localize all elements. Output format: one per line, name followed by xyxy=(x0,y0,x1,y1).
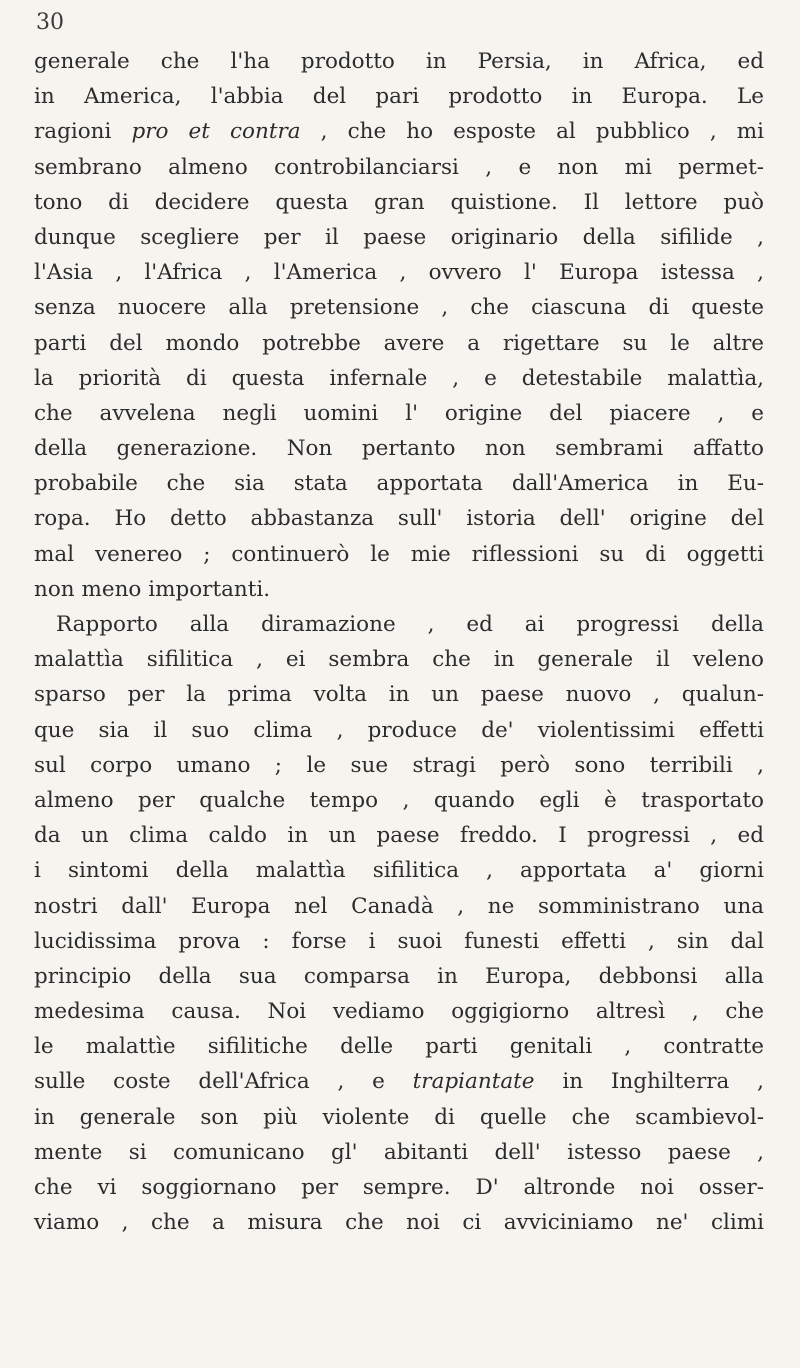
text-line: medesima causa. Noi vediamo oggigiorno altresì , che xyxy=(34,999,764,1025)
text-line: sul corpo umano ; le sue stragi però sono terribili , xyxy=(34,752,764,778)
text-line: probabile che sia stata apportata dall'America in Eu- xyxy=(34,471,764,497)
text-line: dunque scegliere per il paese originario della sifilide , xyxy=(34,224,764,250)
text-line: la priorità di questa infernale , e detestabile malattìa, xyxy=(34,365,764,391)
text-line: in generale son più violente di quelle che scambievol- xyxy=(34,1104,764,1130)
text-line: mal venereo ; continuerò le mie riflessioni su di oggetti xyxy=(34,541,764,567)
text-line: generale che l'ha prodotto in Persia, in Africa, ed xyxy=(34,49,764,74)
text-line: ragioni pro et contra , che ho esposte al pubblico , mi xyxy=(34,119,764,145)
text-line: sparso per la prima volta in un paese nuovo , qualun- xyxy=(34,682,764,708)
text-line: in America, l'abbia del pari prodotto in Europa. Le xyxy=(34,84,764,110)
text-line: mente si comunicano gl' abitanti dell' istesso paese , xyxy=(34,1139,764,1165)
text-line: non meno importanti. xyxy=(34,576,271,602)
text-line: i sintomi della malattìa sifilitica , apportata a' giorni xyxy=(34,858,764,884)
text-line: l'Asia , l'Africa , l'America , ovvero l' Europa istessa , xyxy=(34,260,764,286)
text-line: parti del mondo potrebbe avere a rigettare su le altre xyxy=(34,330,764,356)
text-line: ropa. Ho detto abbastanza sull' istoria dell' origine del xyxy=(34,506,764,532)
text-line: nostri dall' Europa nel Canadà , ne somministrano una xyxy=(34,893,764,919)
body-text xyxy=(34,44,764,1240)
text-line: che avvelena negli uomini l' origine del piacere , e xyxy=(34,400,764,426)
text-line: tono di decidere questa gran quistione. Il lettore può xyxy=(34,189,764,215)
text-line: della generazione. Non pertanto non sembrami affatto xyxy=(34,436,764,462)
text-line: sulle coste dell'Africa , e trapiantate in Inghilterra , xyxy=(34,1069,764,1095)
text-line: que sia il suo clima , produce de' violentissimi effetti xyxy=(34,717,764,743)
italic-phrase: trapiantate xyxy=(412,1069,535,1095)
page-number: 30 xyxy=(36,10,64,35)
text-line: che vi soggiornano per sempre. D' altronde noi osser- xyxy=(34,1175,764,1200)
text-line: sembrano almeno controbilanciarsi , e non mi permet- xyxy=(34,154,764,180)
text-line: lucidissima prova : forse i suoi funesti effetti , sin dal xyxy=(34,928,764,954)
text-line: le malattìe sifilitiche delle parti genitali , contratte xyxy=(34,1034,764,1060)
text-line: principio della sua comparsa in Europa, debbonsi alla xyxy=(34,963,764,989)
text-line: viamo , che a misura che noi ci avviciniamo ne' climi xyxy=(34,1210,764,1236)
text-line: malattìa sifilitica , ei sembra che in generale il veleno xyxy=(34,647,764,673)
text-line: senza nuocere alla pretensione , che ciascuna di queste xyxy=(34,295,764,321)
text-line: almeno per qualche tempo , quando egli è trasportato xyxy=(34,787,764,813)
italic-phrase: pro et contra xyxy=(131,119,301,145)
paragraph-start: Rapporto alla diramazione , ed ai progressi della xyxy=(56,612,764,637)
text-line: da un clima caldo in un paese freddo. I progressi , ed xyxy=(34,823,764,849)
